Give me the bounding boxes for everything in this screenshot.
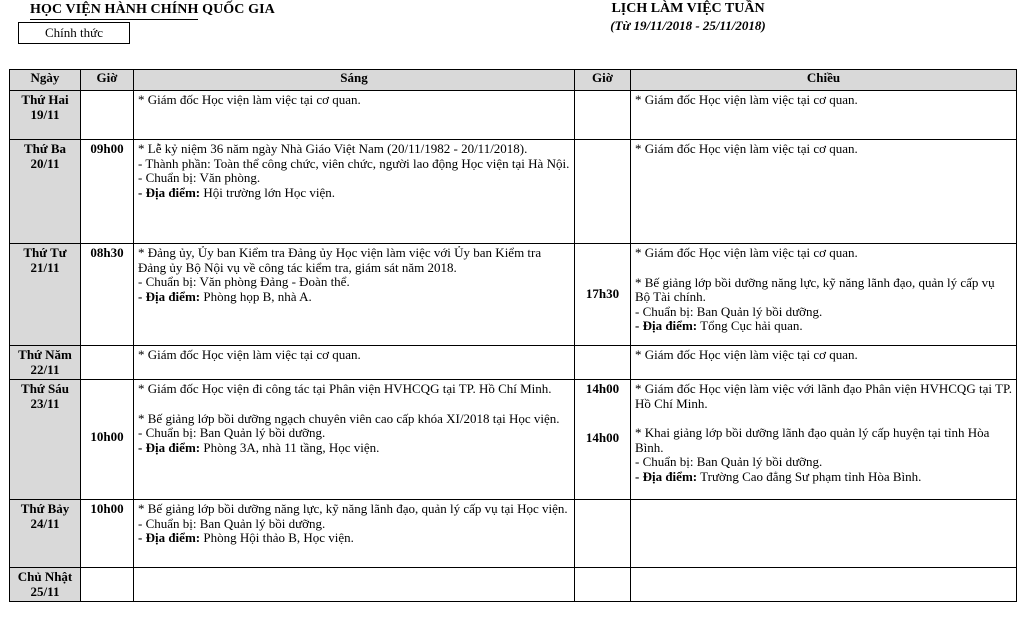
morning-cell: * Giám đốc Học viện đi công tác tại Phân viện HVHCQG tại TP. Hồ Chí Minh. * Bế giảng lớp bồi dưỡng ngạch chuyên viên cao cấp khóa XI/2018 tại Học viện. - Chuẩn bị: Ban Quản lý bồi dưỡng. - Địa điểm: Phòng 3A, nhà 11 tầng, Học viện. bbox=[134, 380, 575, 500]
time-cell: 14h00 14h00 bbox=[575, 380, 631, 500]
time-cell: 17h30 bbox=[575, 244, 631, 346]
time-cell bbox=[575, 568, 631, 602]
status-box: Chính thức bbox=[18, 22, 130, 44]
time-cell: 10h00 bbox=[81, 500, 134, 568]
time-cell bbox=[575, 140, 631, 244]
header-afternoon: Chiều bbox=[631, 70, 1017, 91]
time-cell: 08h30 bbox=[81, 244, 134, 346]
day-cell: Thứ Sáu 23/11 bbox=[10, 380, 81, 500]
time-cell: 09h00 bbox=[81, 140, 134, 244]
afternoon-cell bbox=[631, 568, 1017, 602]
title-text: LỊCH LÀM VIỆC TUẦN bbox=[611, 1, 765, 16]
afternoon-cell: * Giám đốc Học viện làm việc tại cơ quan. bbox=[631, 91, 1017, 140]
table-row bbox=[10, 140, 1017, 244]
table-row bbox=[10, 568, 1017, 602]
organization-name: HỌC VIỆN HÀNH CHÍNH QUỐC GIA bbox=[30, 2, 275, 17]
morning-cell: * Đảng ủy, Ủy ban Kiểm tra Đảng ủy Học viện làm việc với Ủy ban Kiểm tra Đảng ủy Bộ Nội vụ về công tác kiểm tra, giám sát năm 2018. - Chuẩn bị: Văn phòng Đảng - Đoàn thể. - Địa điểm: Phòng họp B, nhà A. bbox=[134, 244, 575, 346]
day-cell: Thứ Tư 21/11 bbox=[10, 244, 81, 346]
table-row bbox=[10, 244, 1017, 346]
time-cell bbox=[575, 500, 631, 568]
day-cell: Thứ Ba 20/11 bbox=[10, 140, 81, 244]
header-row bbox=[10, 70, 1017, 91]
day-cell: Thứ Năm 22/11 bbox=[10, 346, 81, 380]
day-cell: Chủ Nhật 25/11 bbox=[10, 568, 81, 602]
schedule-table bbox=[9, 69, 1017, 602]
schedule-title bbox=[578, 1, 798, 34]
time-cell bbox=[575, 91, 631, 140]
header-morning: Sáng bbox=[134, 70, 575, 91]
header-time-am: Giờ bbox=[81, 70, 134, 91]
morning-cell: * Bế giảng lớp bồi dưỡng năng lực, kỹ năng lãnh đạo, quản lý cấp vụ tại Học viện. - Chuẩn bị: Ban Quản lý bồi dưỡng. - Địa điểm: Phòng Hội thảo B, Học viện. bbox=[134, 500, 575, 568]
time-cell bbox=[81, 346, 134, 380]
header-day: Ngày bbox=[10, 70, 81, 91]
org-underline bbox=[30, 19, 198, 20]
morning-cell bbox=[134, 568, 575, 602]
afternoon-cell bbox=[631, 500, 1017, 568]
time-cell bbox=[575, 346, 631, 380]
afternoon-cell: * Giám đốc Học viện làm việc tại cơ quan. bbox=[631, 140, 1017, 244]
table-row bbox=[10, 91, 1017, 140]
date-range: (Từ 19/11/2018 - 25/11/2018) bbox=[610, 18, 766, 33]
morning-cell: * Giám đốc Học viện làm việc tại cơ quan. bbox=[134, 346, 575, 380]
table-row bbox=[10, 346, 1017, 380]
morning-cell: * Giám đốc Học viện làm việc tại cơ quan. bbox=[134, 91, 575, 140]
time-cell bbox=[81, 91, 134, 140]
afternoon-cell: * Giám đốc Học viện làm việc tại cơ quan. * Bế giảng lớp bồi dưỡng năng lực, kỹ năng lãnh đạo, quản lý cấp vụ Bộ Tài chính. - Chuẩn bị: Ban Quản lý bồi dưỡng. - Địa điểm: Tổng Cục hải quan. bbox=[631, 244, 1017, 346]
afternoon-cell: * Giám đốc Học viện làm việc tại cơ quan. bbox=[631, 346, 1017, 380]
time-cell: 10h00 bbox=[81, 380, 134, 500]
day-cell: Thứ Hai 19/11 bbox=[10, 91, 81, 140]
table-row bbox=[10, 380, 1017, 500]
header-time-pm: Giờ bbox=[575, 70, 631, 91]
day-cell: Thứ Bảy 24/11 bbox=[10, 500, 81, 568]
afternoon-cell: * Giám đốc Học viện làm việc với lãnh đạo Phân viện HVHCQG tại TP. Hồ Chí Minh. * Khai giảng lớp bồi dưỡng lãnh đạo quản lý cấp huyện tại tỉnh Hòa Bình. - Chuẩn bị: Ban Quản lý bồi dưỡng. - Địa điểm: Trường Cao đẳng Sư phạm tỉnh Hòa Bình. bbox=[631, 380, 1017, 500]
table-row bbox=[10, 500, 1017, 568]
morning-cell: * Lễ kỷ niệm 36 năm ngày Nhà Giáo Việt Nam (20/11/1982 - 20/11/2018). - Thành phần: Toàn thể công chức, viên chức, người lao động Học viện tại Hà Nội. - Chuẩn bị: Văn phòng. - Địa điểm: Hội trường lớn Học viện. bbox=[134, 140, 575, 244]
time-cell bbox=[81, 568, 134, 602]
